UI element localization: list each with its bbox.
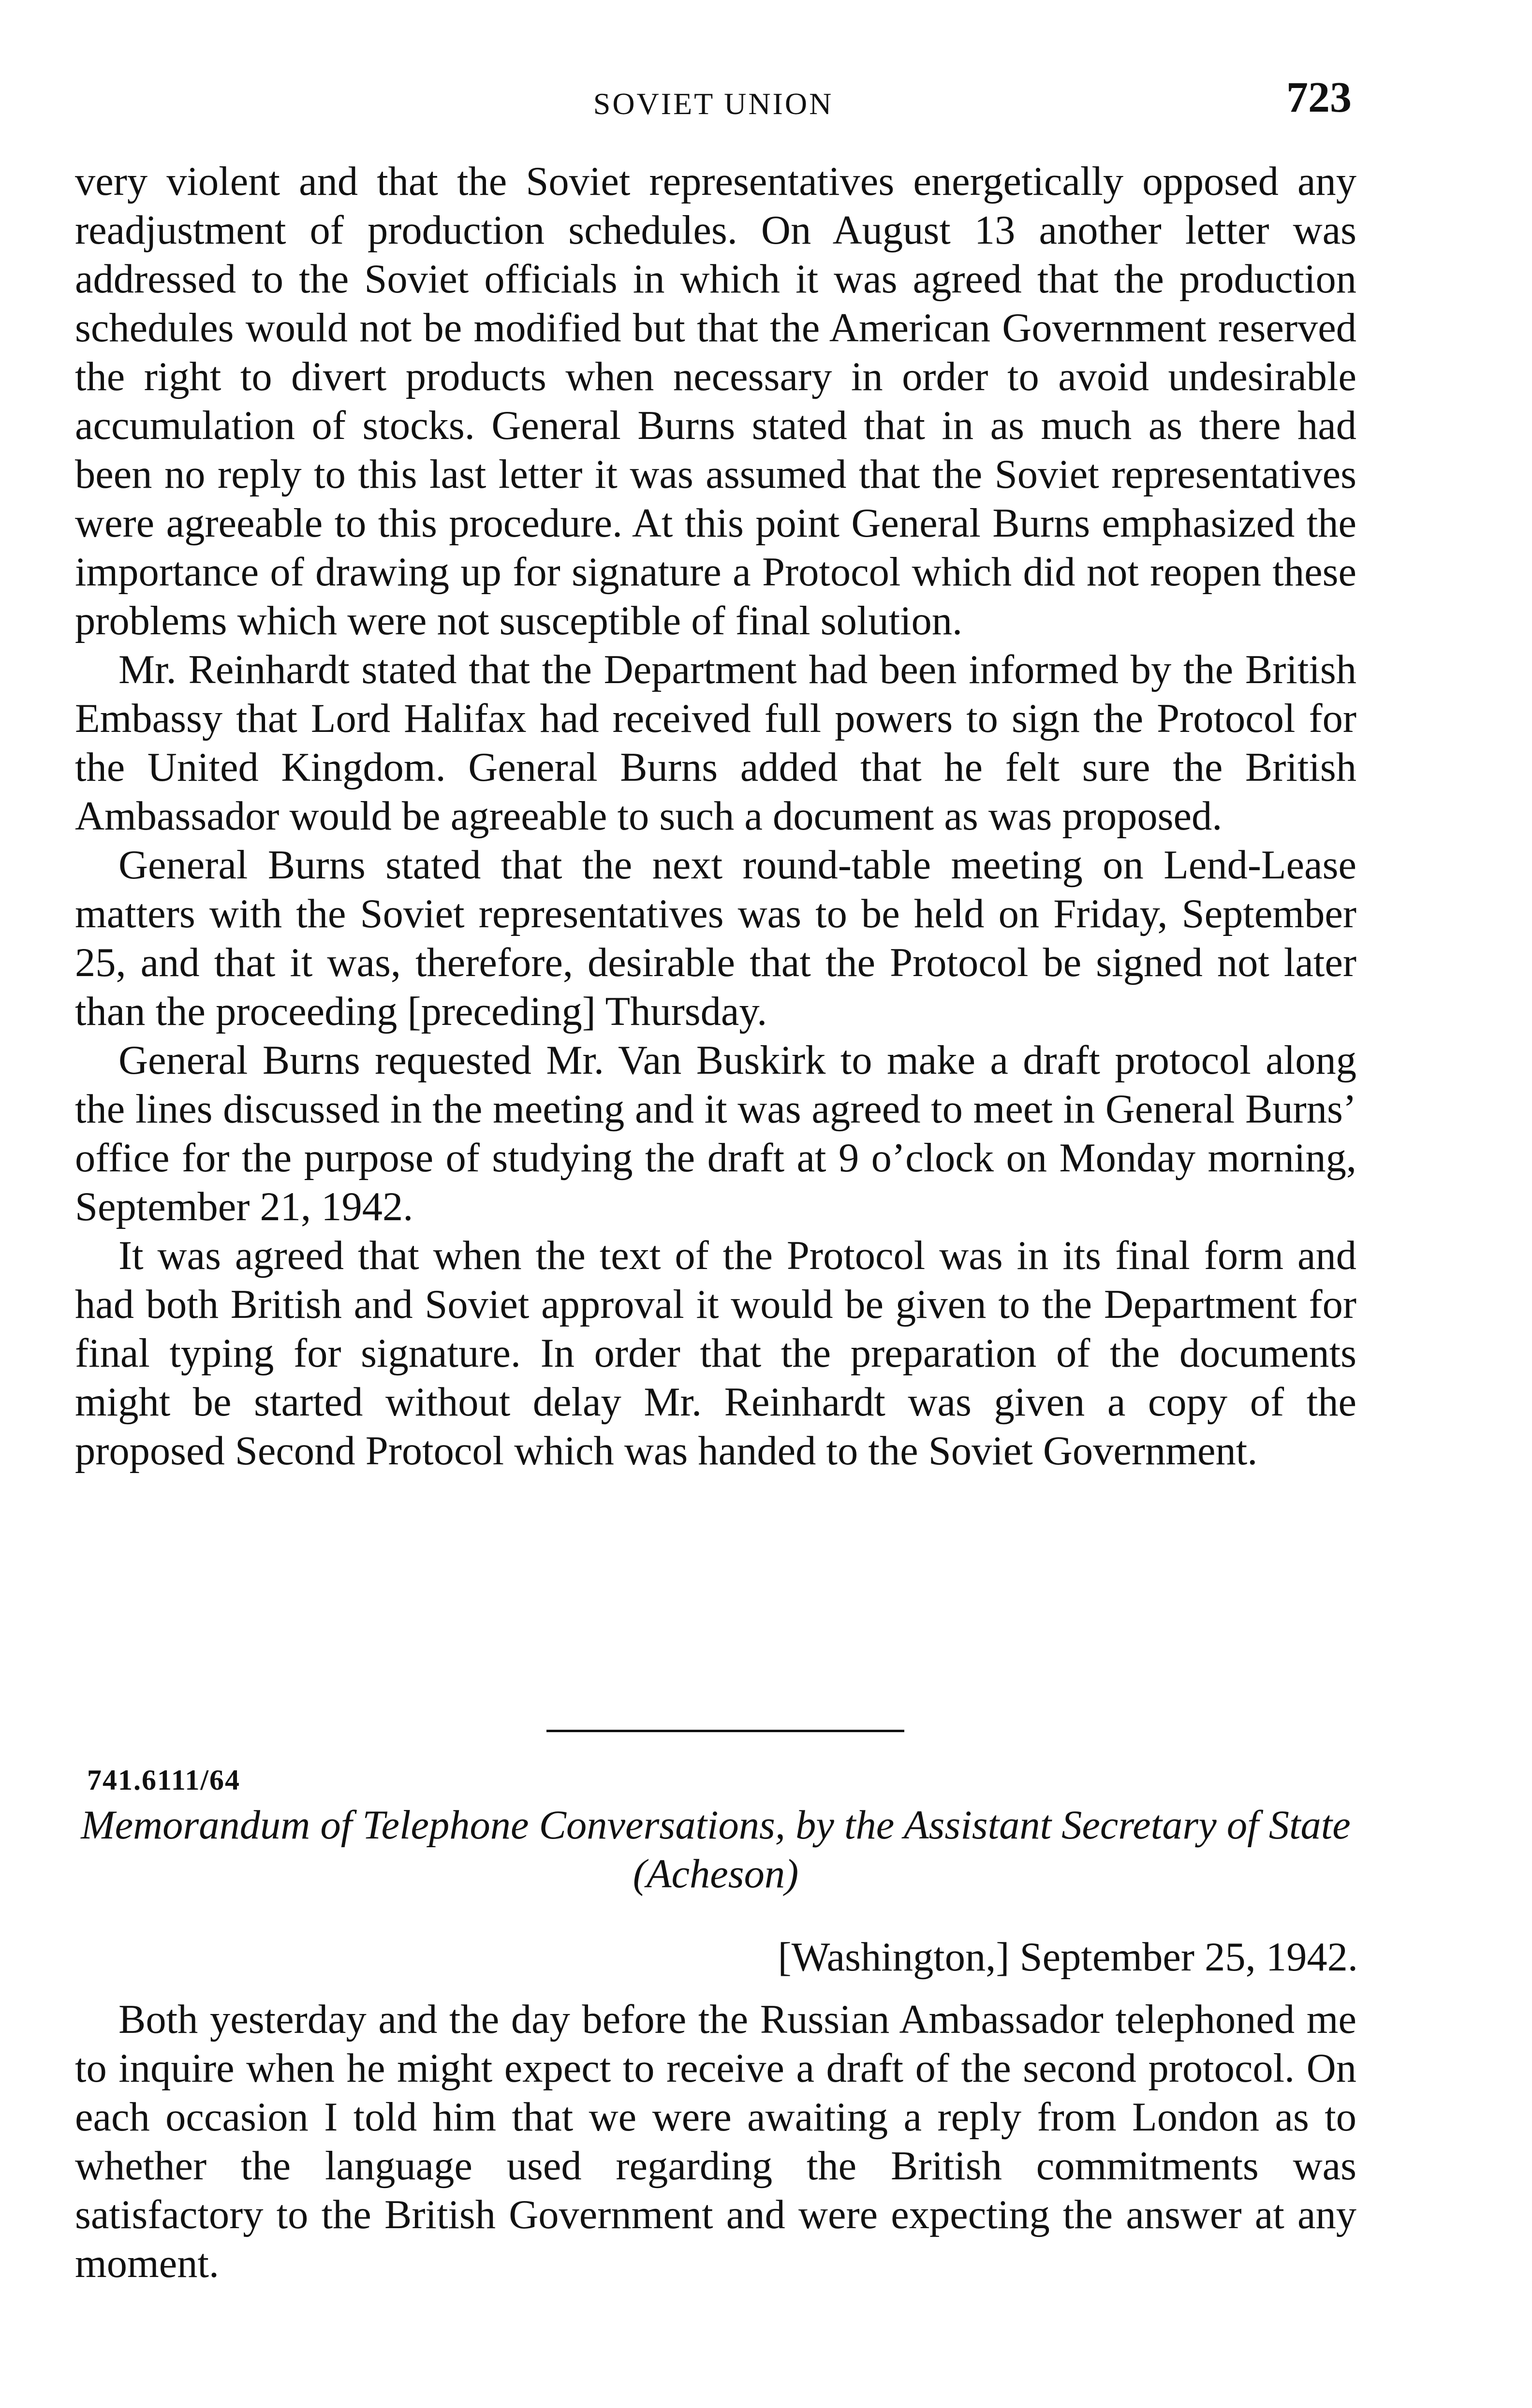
- section-divider: [546, 1730, 904, 1732]
- page-number: 723: [1286, 73, 1352, 121]
- paragraph: General Burns requested Mr. Van Buskirk to make a draft protocol along the lines discussed in the meeting and it was agreed to meet in General Burns’ office for the purpose of studying the draft at 9 o’clock on Monday morning, September 21, 1942.: [75, 1038, 1356, 1229]
- dateline: [Washington,] September 25, 1942.: [778, 1935, 1358, 1980]
- memorandum-text: [75, 1995, 1356, 2288]
- running-head: [75, 73, 1352, 126]
- memorandum-title: Memorandum of Telephone Conversations, by the Assistant Secretary of State (Acheson): [81, 1803, 1351, 1897]
- paragraph: General Burns stated that the next round-table meeting on Lend-Lease matters with the Soviet representatives was to be held on Friday, September 25, and that it was, therefore, desirable that the Protocol be signed not later than the proceeding [preceding] Thursday.: [75, 843, 1356, 1034]
- body-text: [75, 157, 1356, 1475]
- paragraph: Both yesterday and the day before the Russian Ambassador telephoned me to inquire when he might expect to receive a draft of the second protocol. On each occasion I told him that we were awaiting a reply from London as to whether the language used regarding the British commitments was satisfactory to the British Government and were expecting the answer at any moment.: [75, 1997, 1356, 2286]
- paragraph: It was agreed that when the text of the Protocol was in its final form and had both British and Soviet approval it would be given to the Department for final typing for signature. In order that the preparation of the documents might be started without delay Mr. Reinhardt was given a copy of the proposed Second Protocol which was handed to the Soviet Government.: [75, 1233, 1356, 1474]
- paragraph: very violent and that the Soviet representatives energetically opposed any readjustment of production schedules. On August 13 another letter was addressed to the Soviet officials in which it was agreed that the production schedules would not be modified but that the American Government reserved the right to divert products when necessary in order to avoid undesirable accumulation of stocks. General Burns stated that in as much as there had been no reply to this last letter it was assumed that the Soviet representatives were agreeable to this procedure. At this point General Burns emphasized the importance of drawing up for signature a Protocol which did not reopen these problems which were not susceptible of final solution.: [75, 159, 1356, 643]
- file-number: 741.6111/64: [87, 1764, 241, 1796]
- paragraph: Mr. Reinhardt stated that the Department had been informed by the British Embassy that Lord Halifax had received full powers to sign the Protocol for the United Kingdom. General Burns added that he felt sure the British Ambassador would be agreeable to such a document as was proposed.: [75, 647, 1356, 839]
- running-title: SOVIET UNION: [593, 87, 834, 121]
